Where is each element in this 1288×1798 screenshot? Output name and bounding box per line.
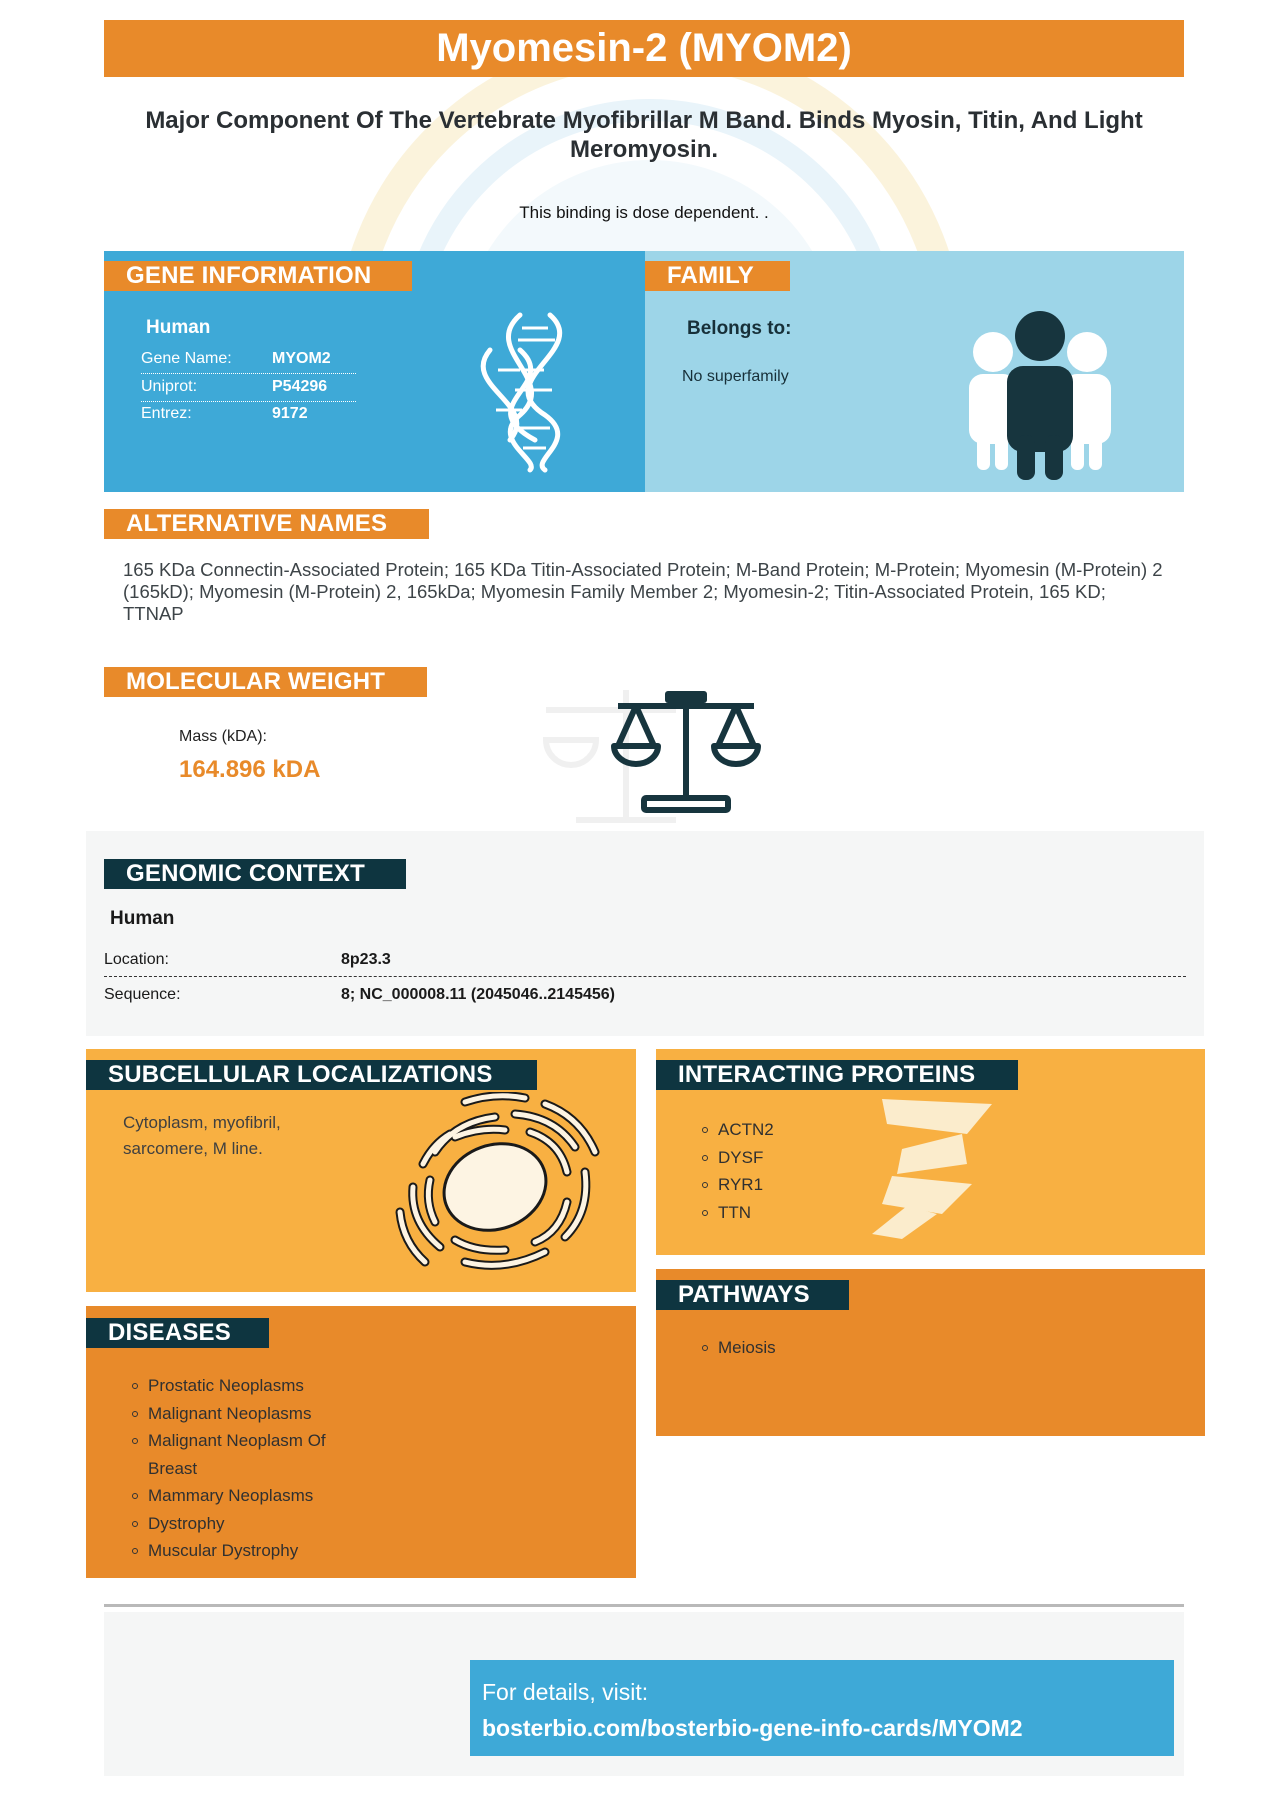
sequence-key: Sequence: <box>104 986 181 1003</box>
dna-icon <box>460 310 620 475</box>
alternative-names-text: 165 KDa Connectin-Associated Protein; 165 KDa Titin-Associated Protein; M-Band Protein; M-Protein; Myomesin (M-Protein) 2 (165kD); Myomesin (M-Protein) 2, 165kDa; Myomesin Family Member 2; Myomesin-2; Titin-Associated Protein, 165 KD; TTNAP <box>123 559 1163 624</box>
pathway-item: Meiosis <box>718 1334 776 1362</box>
sequence-value: 8; NC_000008.11 (2045046..2145456) <box>341 986 615 1003</box>
diseases-heading: DISEASES <box>86 1318 269 1348</box>
binding-note: This binding is dose dependent. . <box>519 203 769 222</box>
entrez-key: Entrez: <box>141 405 192 422</box>
location-value: 8p23.3 <box>341 951 391 968</box>
interacting-protein-item: DYSF <box>718 1144 774 1172</box>
pathways-list <box>700 1334 776 1362</box>
uniprot-row <box>141 374 356 402</box>
gene-name-value: MYOM2 <box>272 350 331 367</box>
disease-item: Mammary Neoplasms <box>148 1482 326 1510</box>
mass-label: Mass (kDA): <box>179 728 267 745</box>
footer-divider <box>104 1604 1184 1607</box>
pathways-heading: PATHWAYS <box>656 1280 849 1310</box>
molecular-weight-heading: MOLECULAR WEIGHT <box>104 667 427 697</box>
details-link[interactable]: bosterbio.com/bosterbio-gene-info-cards/MYOM2 <box>482 1715 1023 1741</box>
disease-item: Malignant Neoplasms <box>148 1400 326 1428</box>
genomic-context-heading: GENOMIC CONTEXT <box>104 859 406 889</box>
interacting-protein-item: TTN <box>718 1199 774 1227</box>
details-label: For details, visit: <box>482 1679 649 1705</box>
location-row <box>104 943 1186 977</box>
subcellular-heading: SUBCELLULAR LOCALIZATIONS <box>86 1060 537 1090</box>
subcellular-line-1: Cytoplasm, myofibril, <box>123 1113 281 1132</box>
entrez-value: 9172 <box>272 405 308 422</box>
gene-name-row <box>141 346 356 374</box>
uniprot-key: Uniprot: <box>141 378 198 395</box>
disease-item: Dystrophy <box>148 1510 326 1538</box>
subcellular-line-2: sarcomere, M line. <box>123 1139 263 1158</box>
gene-name-key: Gene Name: <box>141 350 232 367</box>
cell-icon <box>395 1092 605 1277</box>
scale-icon <box>536 680 776 830</box>
disease-item: Malignant Neoplasm Of <box>148 1427 326 1455</box>
page-title: Myomesin-2 (MYOM2) <box>104 20 1184 77</box>
interacting-proteins-heading: INTERACTING PROTEINS <box>656 1060 1018 1090</box>
sequence-row <box>104 978 1186 1011</box>
genomic-species: Human <box>110 908 175 929</box>
disease-item: Muscular Dystrophy <box>148 1537 326 1565</box>
diseases-list <box>130 1372 326 1565</box>
people-icon <box>965 310 1115 480</box>
gene-info-species: Human <box>146 317 211 338</box>
interacting-protein-item: RYR1 <box>718 1171 774 1199</box>
family-heading: FAMILY <box>645 261 790 291</box>
disease-item: Prostatic Neoplasms <box>148 1372 326 1400</box>
interacting-proteins-list <box>700 1116 774 1226</box>
family-label: Belongs to: <box>687 318 792 339</box>
protein-helix-icon <box>862 1094 1002 1244</box>
page-subtitle: Major Component Of The Vertebrate Myofibrillar M Band. Binds Myosin, Titin, And Light Meromyosin. <box>145 107 1143 163</box>
alternative-names-heading: ALTERNATIVE NAMES <box>104 509 429 539</box>
mass-value: 164.896 kDA <box>179 756 321 783</box>
location-key: Location: <box>104 951 169 968</box>
family-value: No superfamily <box>682 368 789 385</box>
gene-information-heading: GENE INFORMATION <box>104 261 412 291</box>
uniprot-value: P54296 <box>272 378 328 395</box>
interacting-protein-item: ACTN2 <box>718 1116 774 1144</box>
entrez-row <box>141 401 356 428</box>
disease-item-continuation: Breast <box>148 1458 198 1478</box>
